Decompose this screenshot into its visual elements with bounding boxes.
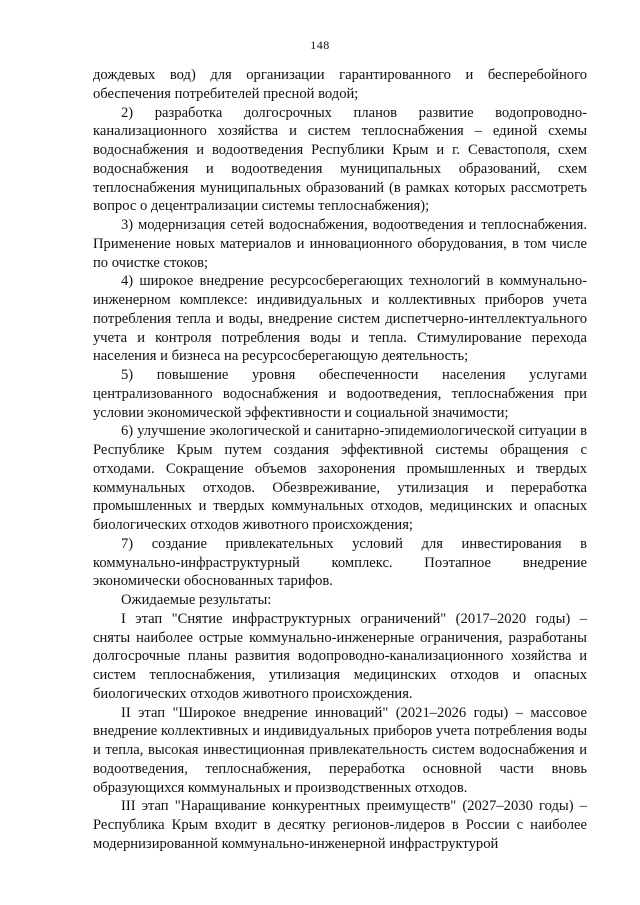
stage-2-paragraph: II этап "Широкое внедрение инноваций" (2021–2026 годы) – массовое внедрение коллективных и индивидуальных приборов учета потребления воды и тепла, высокая инвестиционная привлекательность систем водоснабжения и водоотведения, теплоснабжения, переработка основной части вновь образующихся коммунальных и производственных отходов. <box>93 704 587 796</box>
expected-results-heading: Ожидаемые результаты: <box>121 592 272 608</box>
stage-1-paragraph: I этап "Снятие инфраструктурных ограничений" (2017–2020 годы) – сняты наиболее острые коммунально-инженерные ограничения, разработаны долгосрочные планы развития водопроводно-канализационного хозяйства и систем теплоснабжения, утилизация медицинских отходов и опасных биологических отходов животного происхождения. <box>93 610 587 702</box>
document-body <box>93 66 587 854</box>
page-number: 148 <box>310 38 330 52</box>
list-item-2: 2) разработка долгосрочных планов развитие водопроводно-канализационного хозяйства и систем теплоснабжения – единой схемы водоснабжения и водоотведения Республики Крым и г. Севастополя, схем водоснабжения и водоотведения муниципальных образований, схем теплоснабжения муниципальных образований (в рамках которых рассмотреть вопрос о децентрализации системы теплоснабжения); <box>93 104 587 215</box>
list-item-3: 3) модернизация сетей водоснабжения, водоотведения и теплоснабжения. Применение новых материалов и инновационного оборудования, в том числе по очистке стоков; <box>93 217 587 271</box>
list-item-5: 5) повышение уровня обеспеченности населения услугами централизованного водоснабжения и водоотведения, теплоснабжения при условии экономической эффективности и социальной значимости; <box>93 367 587 421</box>
list-item-4: 4) широкое внедрение ресурсосберегающих технологий в коммунально-инженерном комплексе: индивидуальных и коллективных приборов учета потребления тепла и воды, внедрение систем диспетчерно-интеллектуального учета и контроля потребления воды и тепла. Стимулирование перехода населения и бизнеса на ресурсосберегающую деятельность; <box>93 273 587 365</box>
list-item-6: 6) улучшение экологической и санитарно-эпидемиологической ситуации в Республике Крым путем создания эффективной системы обращения с отходами. Сокращение объемов захоронения промышленных и твердых коммунальных отходов. Обезвреживание, утилизация и переработка промышленных и твердых коммунальных отходов, медицинских и опасных биологических отходов животного происхождения; <box>93 423 587 533</box>
paragraph-continuation: дождевых вод) для организации гарантированного и бесперебойного обеспечения потребителей пресной водой; <box>93 67 587 102</box>
list-item-7: 7) создание привлекательных условий для инвестирования в коммунально-инфраструктурный комплекс. Поэтапное внедрение экономически обоснованных тарифов. <box>93 535 587 590</box>
stage-3-paragraph: III этап "Наращивание конкурентных преимуществ" (2027–2030 годы) – Республика Крым входит в десятку регионов-лидеров в России с наиболее модернизированной коммунально-инженерной инфраструктурой <box>93 798 587 852</box>
